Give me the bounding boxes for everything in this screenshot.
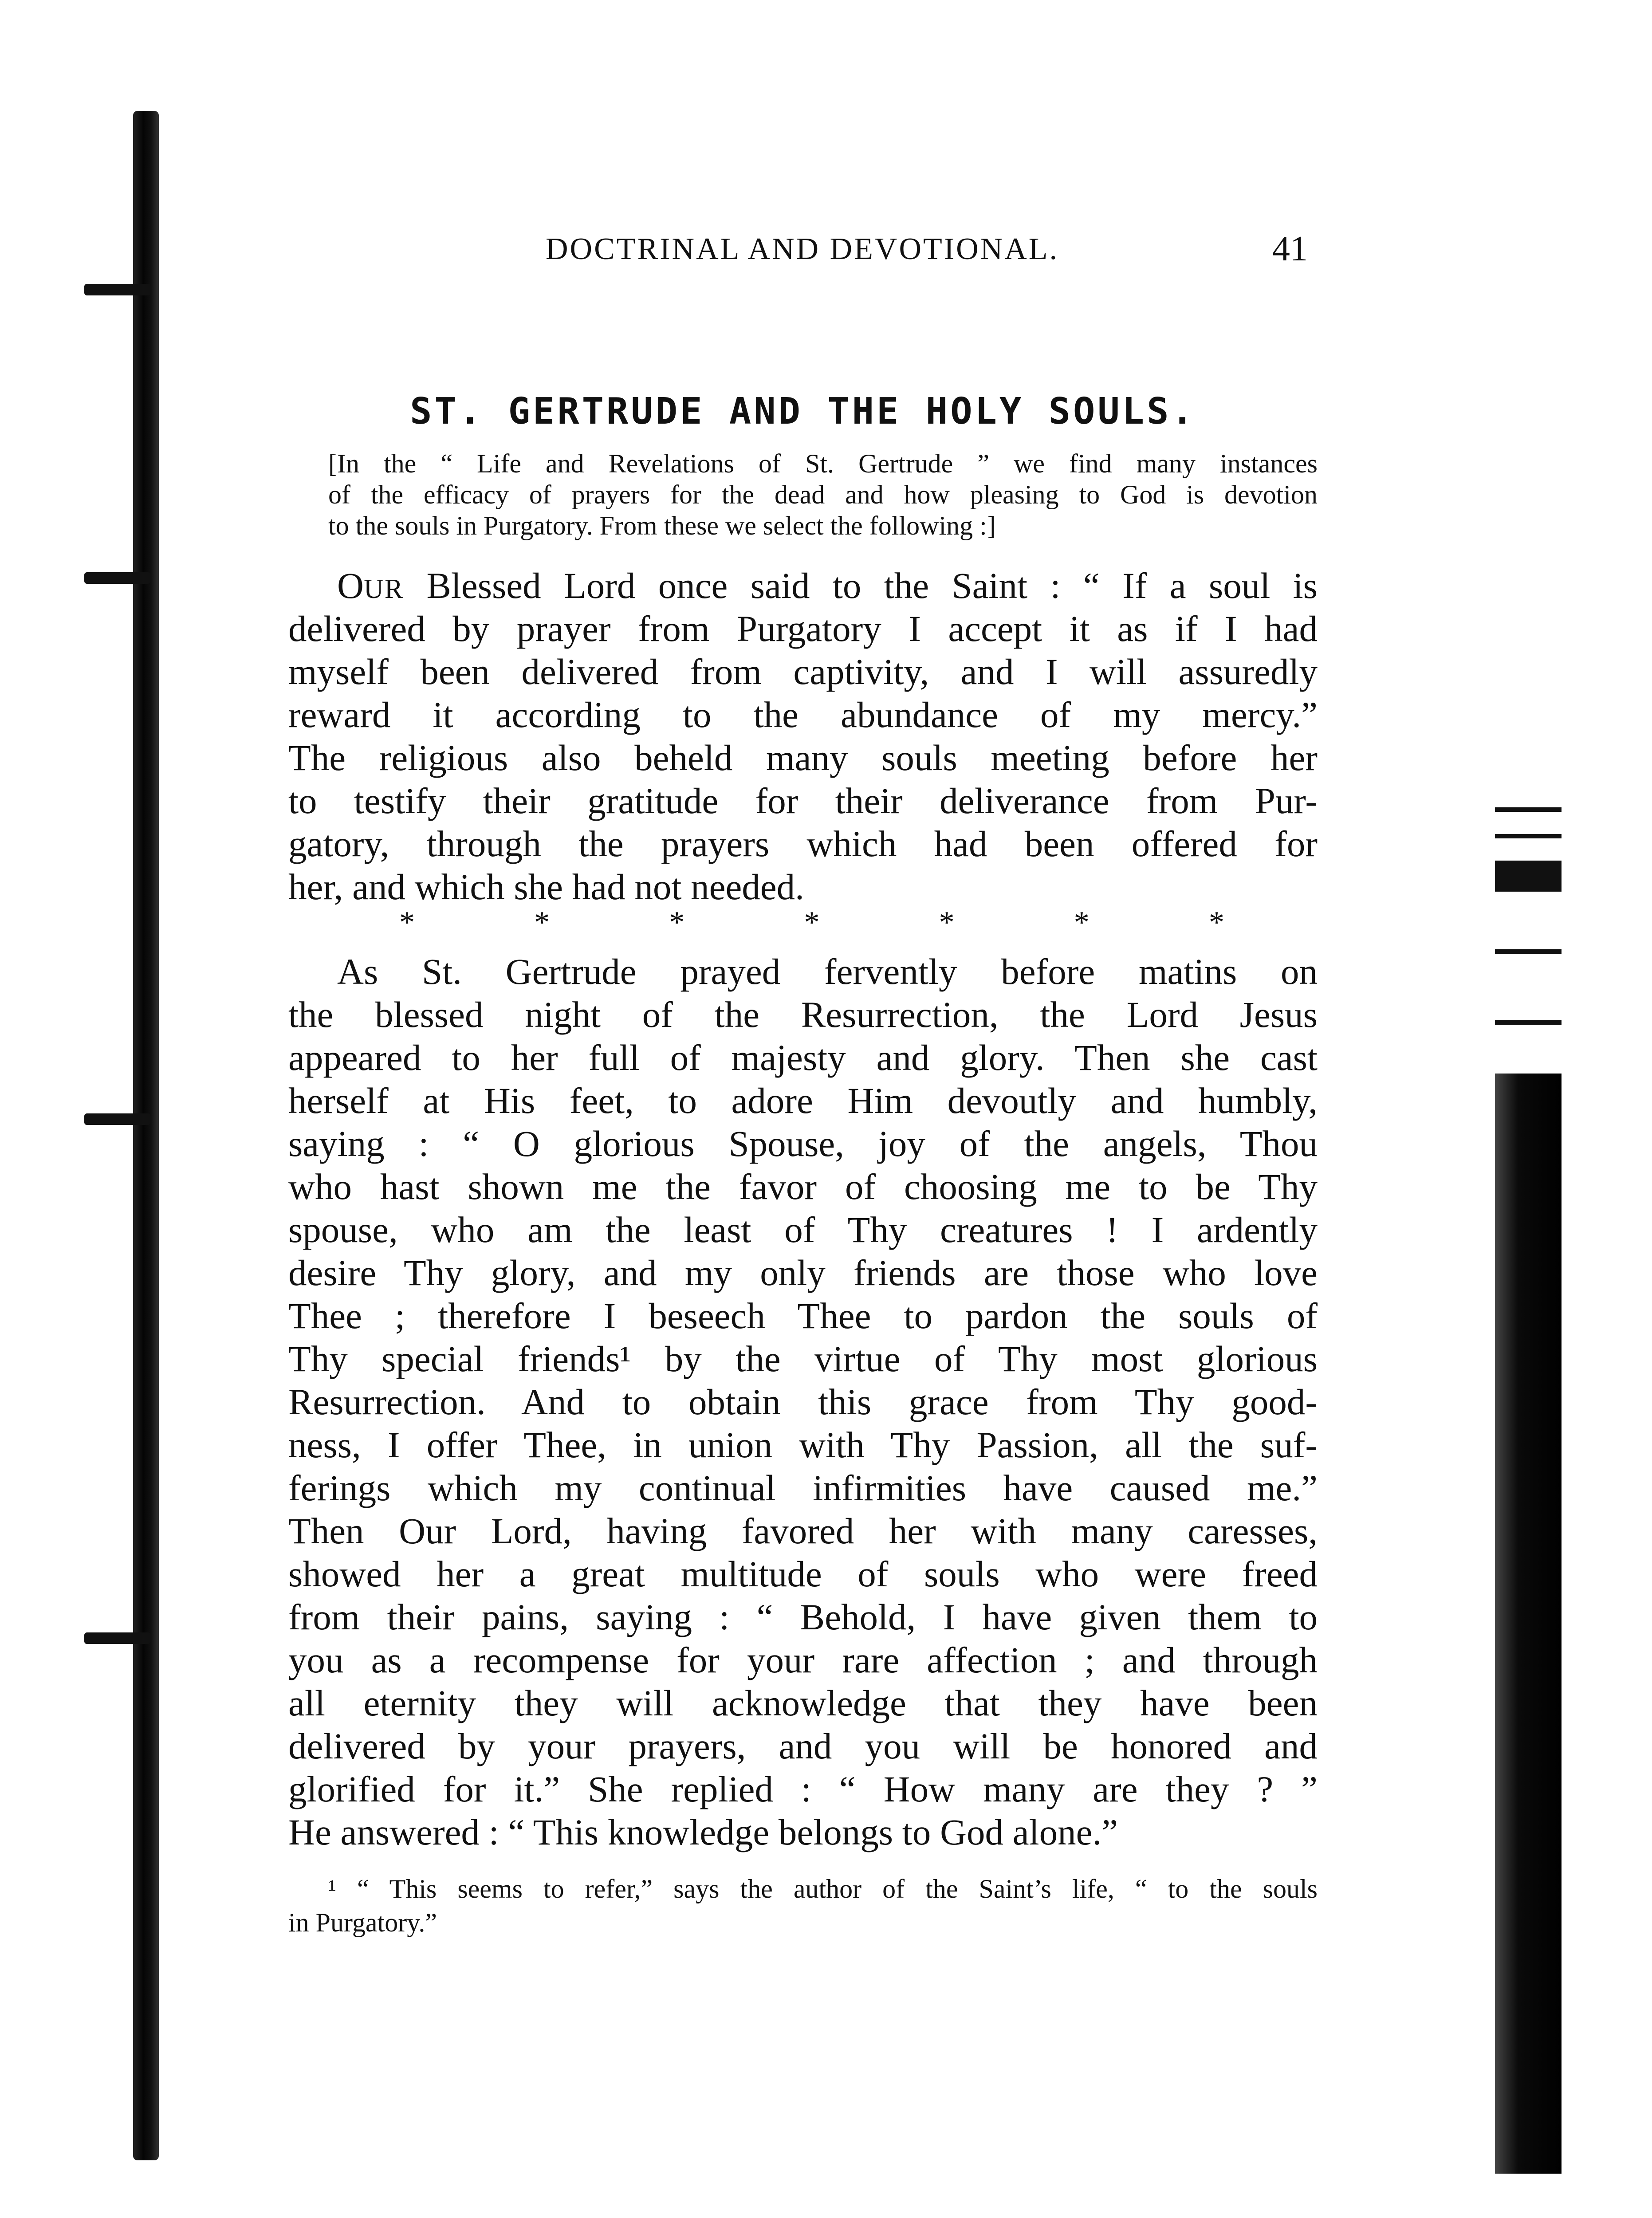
body-line: to testify their gratitude for their deliverance from Pur- xyxy=(288,780,1318,821)
body-line: spouse, who am the least of Thy creatures ! I ardently xyxy=(288,1209,1318,1250)
body-line: from their pains, saying : “ Behold, I have given them to xyxy=(288,1597,1318,1637)
asterisk: * xyxy=(939,905,955,940)
first-line-text: Blessed Lord once said to the Saint : “ If a soul is xyxy=(404,565,1318,606)
dropcap-rest: UR xyxy=(363,574,404,604)
body-line: appeared to her full of majesty and glory. Then she cast xyxy=(288,1037,1318,1078)
body-line: who hast shown me the favor of choosing me to be Thy xyxy=(288,1166,1318,1207)
body-line: delivered by prayer from Purgatory I accept it as if I had xyxy=(288,608,1318,649)
body-line: Thee ; therefore I beseech Thee to pardon the souls of xyxy=(288,1295,1318,1336)
intro-line: [In the “ Life and Revelations of St. Gertrude ” we find many instances xyxy=(328,449,1318,478)
footnote xyxy=(288,1872,1318,1939)
paragraph-2 xyxy=(288,950,1318,1854)
left-binding-shadow xyxy=(133,111,159,2160)
body-line: glorified for it.” She replied : “ How many are they ? ” xyxy=(288,1769,1318,1809)
body-line: the blessed night of the Resurrection, the Lord Jesus xyxy=(288,994,1318,1035)
right-edge-mark xyxy=(1495,807,1562,812)
body-line: gatory, through the prayers which had been offered for xyxy=(288,823,1318,864)
asterisk-separator xyxy=(399,905,1224,940)
body-line: myself been delivered from captivity, and I will assuredly xyxy=(288,651,1318,692)
right-edge-mark xyxy=(1495,1020,1562,1025)
body-line: reward it according to the abundance of my mercy.” xyxy=(288,694,1318,735)
body-line: herself at His feet, to adore Him devoutly and humbly, xyxy=(288,1080,1318,1121)
body-line xyxy=(288,564,1318,607)
intro-note xyxy=(328,448,1318,541)
body-line: ness, I offer Thee, in union with Thy Passion, all the suf- xyxy=(288,1424,1318,1465)
intro-line: to the souls in Purgatory. From these we select the following :] xyxy=(328,511,996,540)
asterisk: * xyxy=(1074,905,1090,940)
body-line: Resurrection. And to obtain this grace from Thy good- xyxy=(288,1381,1318,1422)
right-binding-shadow xyxy=(1495,1074,1562,2174)
body-line: delivered by your prayers, and you will be honored and xyxy=(288,1726,1318,1766)
body-line: showed her a great multitude of souls who were freed xyxy=(288,1553,1318,1594)
body-line: desire Thy glory, and my only friends are those who love xyxy=(288,1252,1318,1293)
right-edge-mark xyxy=(1495,834,1562,838)
running-head: DOCTRINAL AND DEVOTIONAL. xyxy=(546,232,1059,266)
body-line: saying : “ O glorious Spouse, joy of the angels, Thou xyxy=(288,1123,1318,1164)
footnote-line: ¹ “ This seems to refer,” says the author of the Saint’s life, “ to the souls xyxy=(328,1874,1318,1903)
intro-line: of the efficacy of prayers for the dead and how pleasing to God is devotion xyxy=(328,480,1318,509)
left-binding-mark xyxy=(84,1632,151,1644)
left-binding-mark xyxy=(84,284,151,295)
right-edge-mark xyxy=(1495,861,1562,892)
page-number: 41 xyxy=(1272,229,1308,268)
footnote-line: in Purgatory.” xyxy=(288,1908,437,1937)
body-line: ferings which my continual infirmities have caused me.” xyxy=(288,1467,1318,1508)
asterisk: * xyxy=(399,905,415,940)
paragraph-1 xyxy=(288,564,1318,908)
dropcap-wrapper xyxy=(288,565,404,606)
body-line: you as a recompense for your rare affection ; and through xyxy=(288,1640,1318,1680)
body-line: As St. Gertrude prayed fervently before matins on xyxy=(337,951,1318,992)
chapter-title: ST. GERTRUDE AND THE HOLY SOULS. xyxy=(410,390,1196,433)
body-line: her, and which she had not needed. xyxy=(288,866,804,907)
asterisk: * xyxy=(669,905,685,940)
left-binding-mark xyxy=(84,572,151,584)
body-line: He answered : “ This knowledge belongs to God alone.” xyxy=(288,1812,1118,1852)
right-edge-mark xyxy=(1495,949,1562,954)
left-binding-mark xyxy=(84,1113,151,1125)
body-line: Then Our Lord, having favored her with many caresses, xyxy=(288,1510,1318,1551)
body-line: The religious also beheld many souls meeting before her xyxy=(288,737,1318,778)
body-line: Thy special friends¹ by the virtue of Thy most glorious xyxy=(288,1338,1318,1379)
body-line: all eternity they will acknowledge that they have been xyxy=(288,1683,1318,1723)
asterisk: * xyxy=(1208,905,1224,940)
dropcap-first: O xyxy=(337,565,364,606)
asterisk: * xyxy=(804,905,820,940)
asterisk: * xyxy=(534,905,550,940)
